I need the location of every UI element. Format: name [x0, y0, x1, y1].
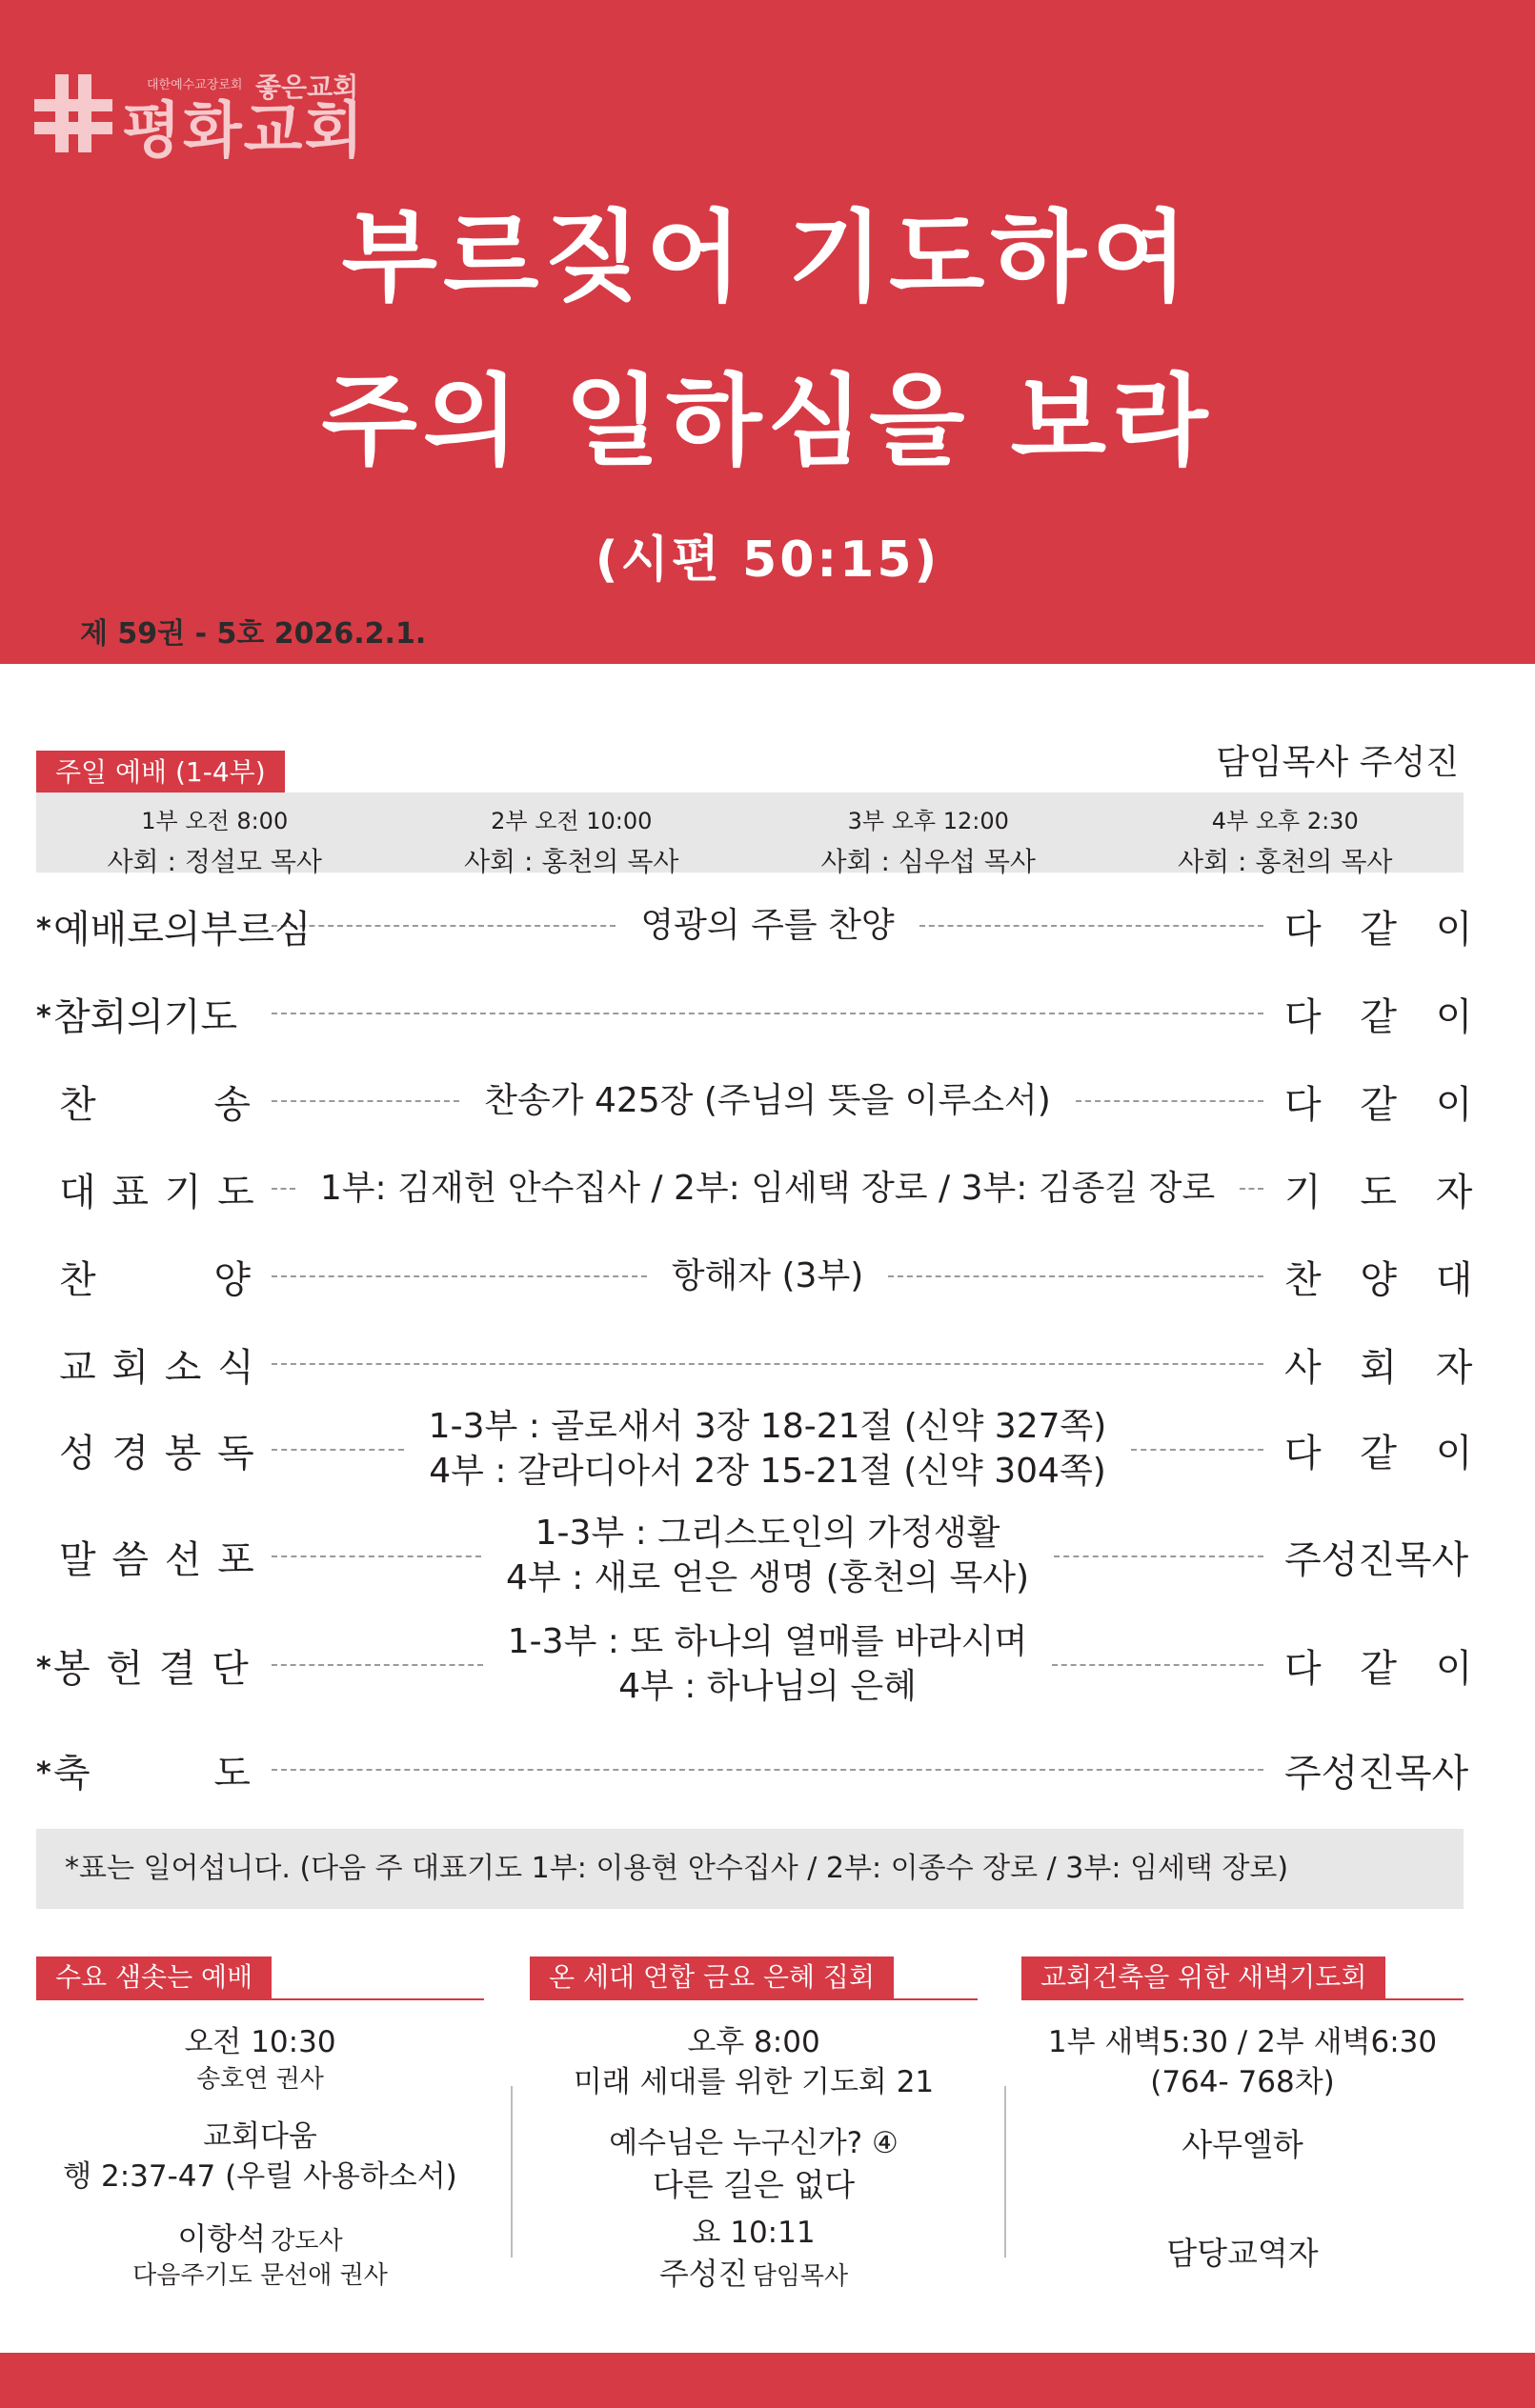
service-times-band	[36, 793, 1464, 877]
order-row-call-to-worship: * 예배로의부르심 영광의 주를 찬양 다 같 이	[36, 897, 1464, 954]
order-row-announcements	[36, 1335, 1486, 1393]
order-item-leader: 다 같 이	[1284, 907, 1486, 952]
order-row-representative-prayer	[36, 1160, 1486, 1217]
wednesday-service	[36, 1956, 484, 2357]
service-1: 1부 오전 8:00 사회 : 정설모 목사	[107, 808, 322, 877]
order-item-detail: 항해자 (3부)	[671, 1255, 864, 1295]
order-item-name: 참회의기도	[53, 994, 238, 1039]
dawn-time: 1부 새벽5:30 / 2부 새벽6:30	[1047, 2025, 1438, 2059]
order-item-detail: 찬송가 425장 (주님의 뜻을 이루소서)	[484, 1080, 1051, 1120]
order-item-detail: 1-3부 : 골로새서 3장 18-21절 (신약 327쪽) 4부 : 갈라디아서 2장 15-21절 (신약 304쪽)	[428, 1407, 1107, 1491]
column-divider	[1004, 2086, 1006, 2258]
footer-bar	[0, 2353, 1535, 2408]
header-banner	[0, 0, 1535, 664]
order-row-sermon	[36, 1509, 1469, 1604]
order-item-leader: 주성진목사	[1284, 1537, 1469, 1582]
order-item-detail: 1부: 김재헌 안수집사 / 2부: 임세택 장로 / 3부: 김종길 장로	[319, 1168, 1216, 1208]
order-item-leader: 찬 양 대	[1284, 1257, 1486, 1302]
senior-pastor: 담임목사 주성진	[1216, 743, 1459, 782]
order-item-name: 찬 송	[59, 1082, 251, 1127]
headline-line-1: 부르짖어 기도하여	[341, 199, 1194, 315]
wednesday-service-label: 수요 샘솟는 예배	[36, 1956, 272, 1998]
order-item-name: 말 씀 선 포	[59, 1537, 256, 1582]
order-item-detail: 1-3부 : 그리스도인의 가정생활 4부 : 새로 얻은 생명 (홍천의 목사)	[505, 1514, 1030, 1597]
wednesday-preacher: 이항석	[177, 2219, 267, 2257]
order-row-anthem	[36, 1248, 1486, 1305]
wednesday-preacher-role: 강도사	[271, 2226, 343, 2256]
friday-service-label: 온 세대 연합 금요 은혜 집회	[530, 1956, 894, 1998]
sunday-worship-label: 주일 예배 (1-4부)	[36, 751, 285, 794]
dawn-leader: 담당교역자	[1166, 2235, 1319, 2273]
order-item-leader: 다 같 이	[1284, 1431, 1486, 1475]
wednesday-time: 오전 10:30	[184, 2025, 336, 2059]
friday-subtitle: 예수님은 누구신가? ④	[609, 2125, 899, 2160]
headline-line-2: 주의 일하심을 보라	[321, 363, 1214, 479]
order-row-benediction: * 축 도 주성진목사	[36, 1741, 1464, 1798]
order-item-name: 대 표 기 도	[59, 1170, 256, 1214]
order-item-name: 찬 양	[59, 1257, 251, 1302]
dawn-book: 사무엘하	[1182, 2125, 1303, 2163]
order-item-name: 봉 헌 결 단	[53, 1646, 251, 1691]
wednesday-title: 교회다움	[203, 2118, 317, 2154]
order-row-scripture-reading	[36, 1402, 1486, 1497]
order-item-leader: 다 같 이	[1284, 994, 1486, 1039]
order-row-confession: * 참회의기도 다 같 이	[36, 985, 1464, 1042]
church-logo	[34, 67, 377, 167]
order-item-leader: 주성진목사	[1284, 1751, 1469, 1796]
logo-subtitle: 좋은교회	[255, 71, 359, 103]
cross-icon	[34, 74, 112, 152]
friday-passage: 요 10:11	[692, 2216, 816, 2251]
dawn-prayer-label: 교회건축을 위한 새벽기도회	[1021, 1956, 1385, 1998]
order-row-offering: * 봉 헌 결 단 1-3부 : 또 하나의 열매를 바라시며 4부 : 하나님의 은혜 다 같 이	[36, 1617, 1464, 1713]
wednesday-next-prayer: 다음주기도 문선애 권사	[132, 2260, 388, 2290]
friday-title: 다른 길은 없다	[652, 2165, 856, 2203]
friday-time: 오후 8:00	[687, 2025, 820, 2059]
dawn-count: (764- 768차)	[1150, 2064, 1335, 2099]
order-item-leader: 사 회 자	[1284, 1345, 1486, 1390]
order-item-name: 예배로의부르심	[53, 907, 312, 952]
order-row-hymn	[36, 1073, 1486, 1130]
service-3: 3부 오후 12:00 사회 : 심우섭 목사	[820, 808, 1036, 877]
verse-reference: (시편 50:15)	[595, 532, 940, 589]
wednesday-passage: 행 2:37-47 (우릴 사용하소서)	[63, 2158, 457, 2194]
order-item-detail: 1-3부 : 또 하나의 열매를 바라시며 4부 : 하나님의 은혜	[507, 1622, 1028, 1706]
logo-church-name: 평화교회	[122, 96, 366, 167]
friday-series: 미래 세대를 위한 기도회 21	[573, 2064, 935, 2099]
order-item-name: 성 경 봉 독	[59, 1431, 256, 1475]
order-item-name: 축 도	[53, 1751, 251, 1796]
friday-preacher-role: 담임목사	[752, 2261, 849, 2291]
issue-date: 제 59권 - 5호 2026.2.1.	[80, 617, 427, 651]
service-4: 4부 오후 2:30 사회 : 홍천의 목사	[1178, 808, 1393, 877]
order-item-leader: 다 같 이	[1284, 1082, 1486, 1127]
friday-service	[530, 1956, 978, 2357]
order-item-leader: 다 같 이	[1284, 1646, 1486, 1691]
logo-denomination: 대한예수교장로회	[147, 78, 243, 92]
order-item-leader: 기 도 자	[1284, 1170, 1486, 1214]
order-item-detail: 영광의 주를 찬양	[640, 905, 895, 945]
service-2: 2부 오전 10:00 사회 : 홍천의 목사	[464, 808, 679, 877]
wednesday-leader: 송호연 권사	[196, 2064, 324, 2094]
order-item-name: 교 회 소 식	[59, 1345, 256, 1390]
column-divider	[511, 2086, 513, 2258]
standing-note: *표는 일어섭니다. (다음 주 대표기도 1부: 이용현 안수집사 / 2부: 이종수 장로 / 3부: 임세택 장로)	[36, 1829, 1464, 1909]
friday-preacher: 주성진	[658, 2255, 748, 2292]
dawn-prayer	[1021, 1956, 1464, 2357]
